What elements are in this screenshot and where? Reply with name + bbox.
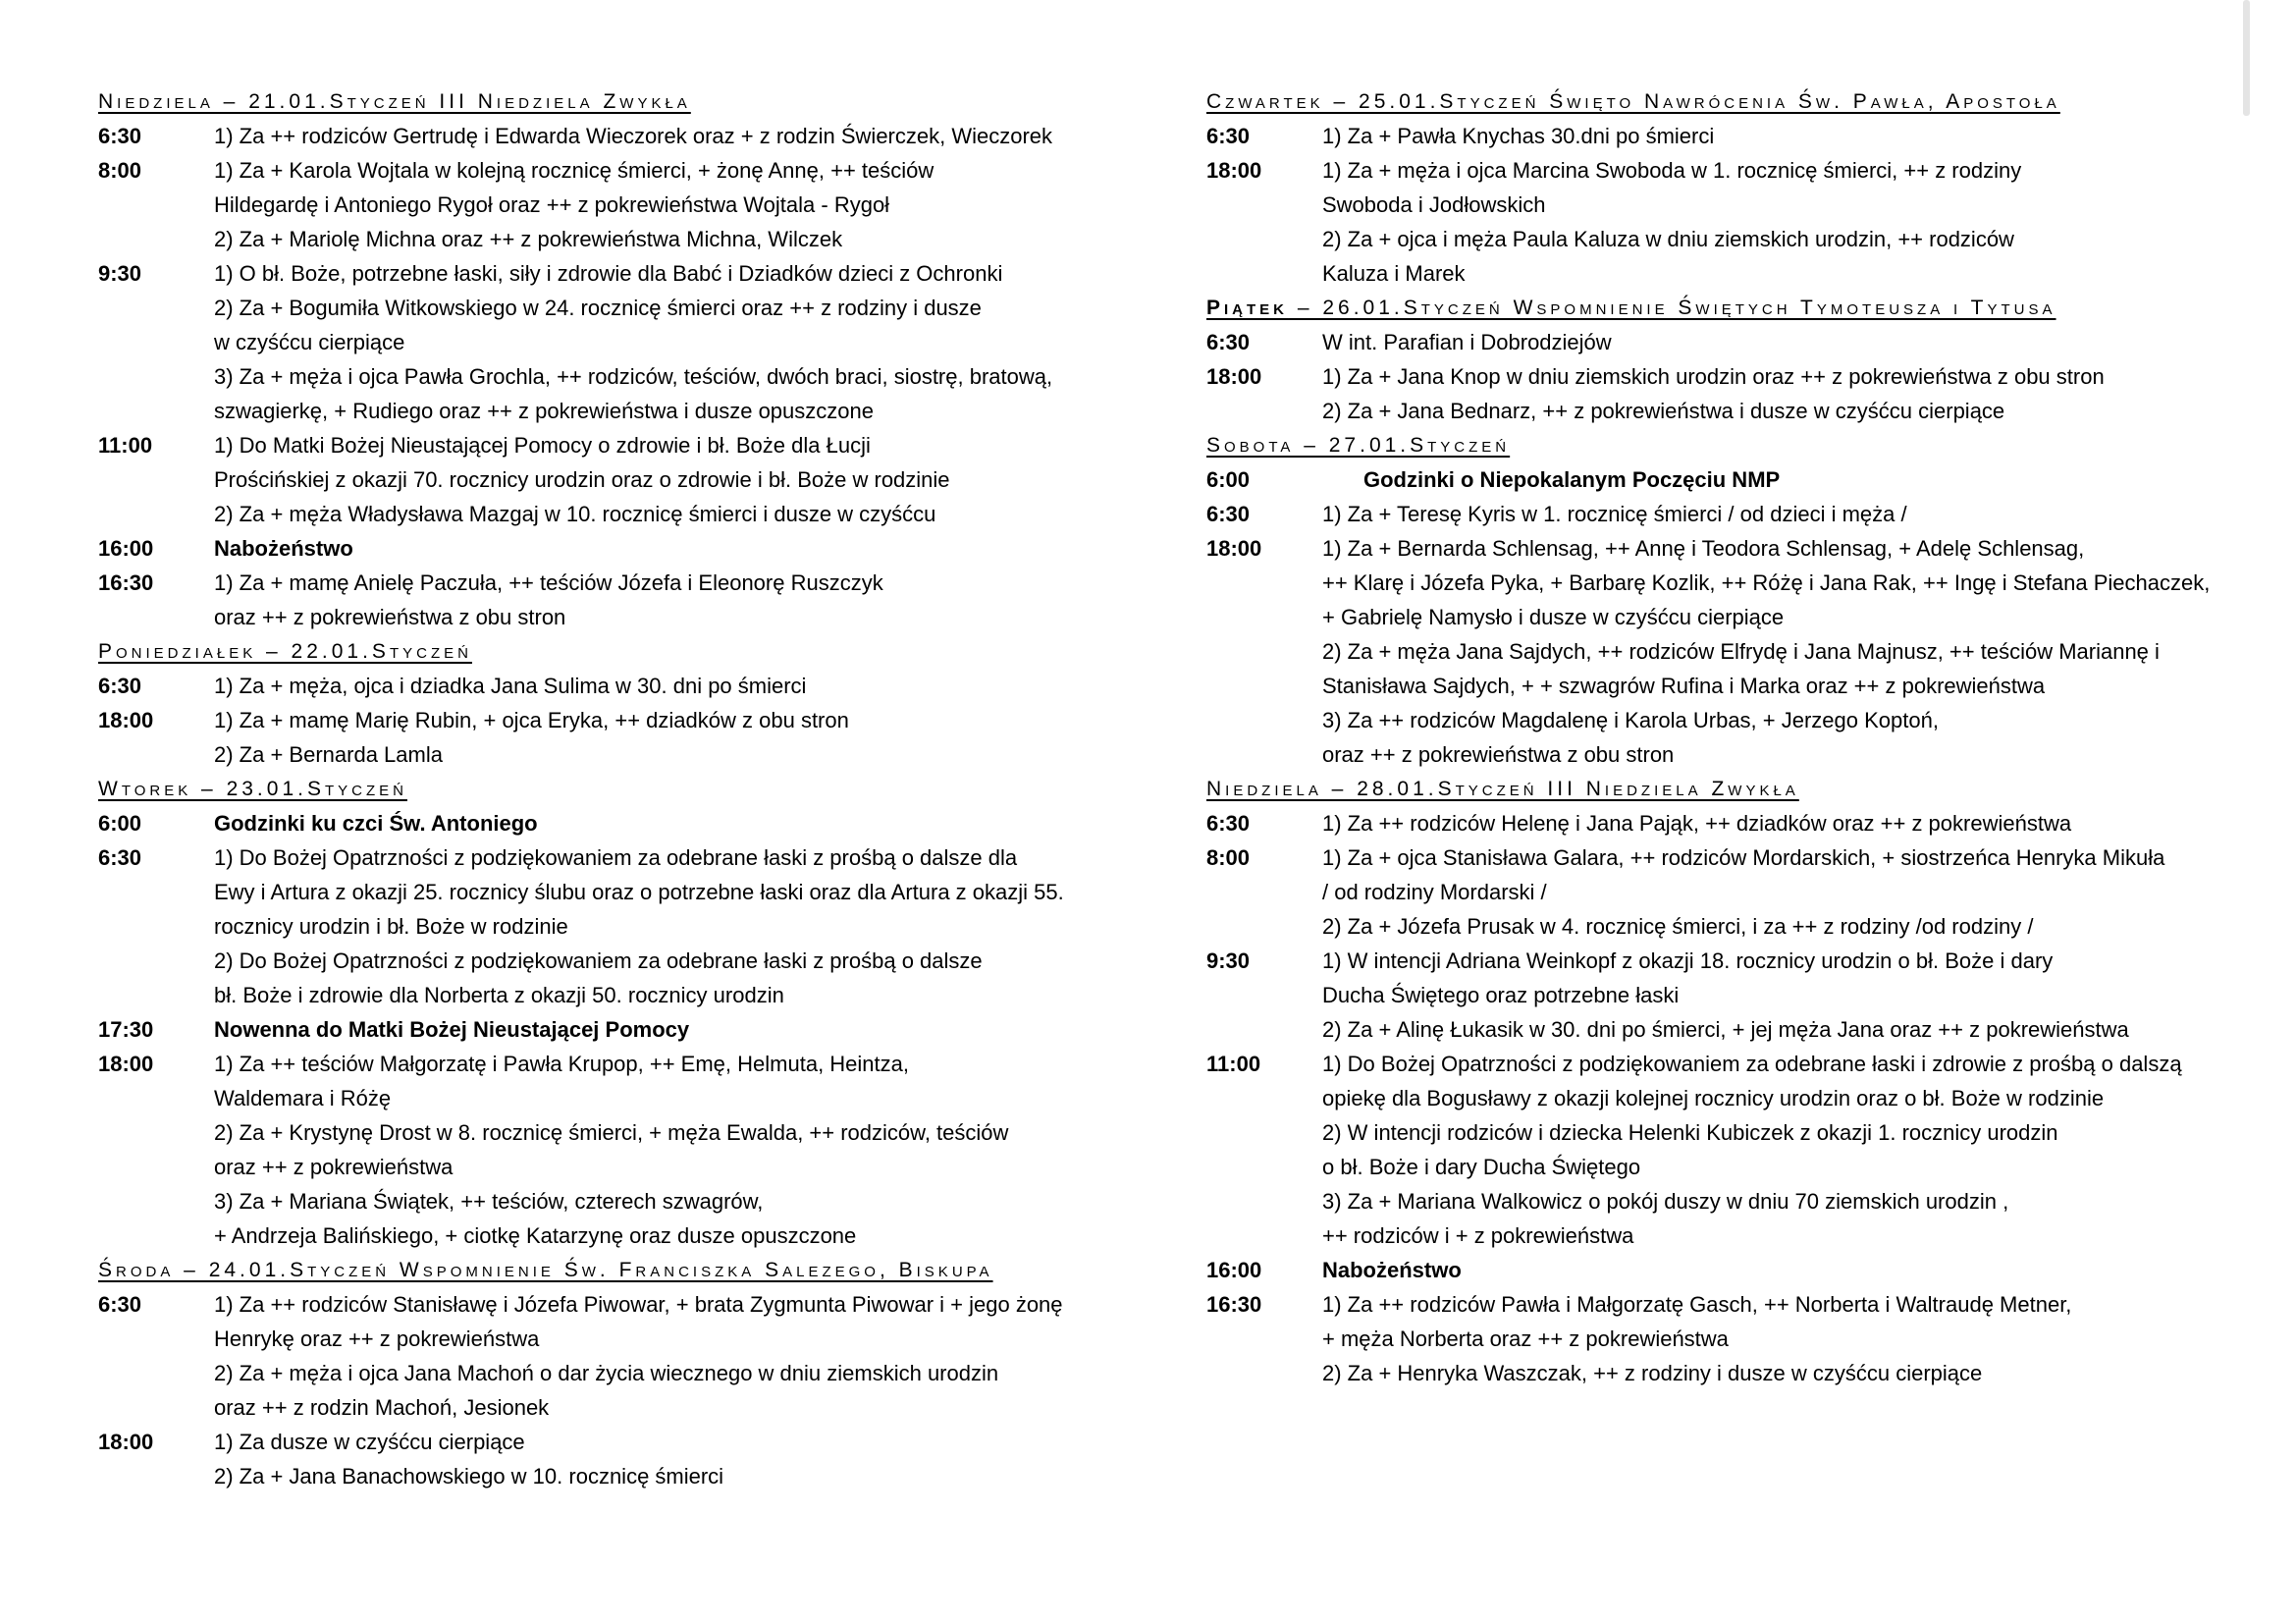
mass-intention-line [1206, 875, 2267, 909]
mass-intention-line [98, 291, 1158, 325]
intention-text: 1) Za + mamę Marię Rubin, + ojca Eryka, ++ dziadków z obu stron [214, 708, 849, 732]
intention-text: 1) W intencji Adriana Weinkopf z okazji 18. rocznicy urodzin o bł. Boże i dary [1322, 948, 2054, 973]
intention-text: 2) Za + Bogumiła Witkowskiego w 24. rocznicę śmierci oraz ++ z rodziny i dusze [214, 296, 982, 320]
intention-text: 2) Za + Alinę Łukasik w 30. dni po śmierci, + jej męża Jana oraz ++ z pokrewieństwa [1322, 1017, 2129, 1042]
mass-intention-line [98, 222, 1158, 256]
mass-intention-line [98, 669, 1158, 703]
mass-intention-line [1206, 600, 2267, 634]
mass-time: 16:00 [98, 536, 154, 561]
mass-time: 16:00 [1206, 1258, 1262, 1282]
intention-text: 1) Za dusze w czyśćcu cierpiące [214, 1430, 525, 1454]
intention-text: Ducha Świętego oraz potrzebne łaski [1322, 983, 1680, 1007]
intention-text: 3) Za + męża i ojca Pawła Grochla, ++ rodziców, teściów, dwóch braci, siostrę, bratową, [214, 364, 1053, 389]
service-name: Godzinki o Niepokalanym Poczęciu NMP [1363, 467, 1781, 492]
mass-time: 6:30 [98, 1292, 142, 1317]
mass-intention-line [98, 806, 1158, 840]
intention-text: Ewy i Artura z okazji 25. rocznicy ślubu oraz o potrzebne łaski oraz dla Artura z okazji 55. [214, 880, 1064, 904]
mass-time [1206, 1081, 1322, 1115]
mass-time: 6:30 [1206, 124, 1251, 148]
mass-intention-line [98, 1459, 1158, 1493]
intention-text: / od rodziny Mordarski / [1322, 880, 1547, 904]
mass-time: 18:00 [1206, 536, 1262, 561]
mass-intention-line [1206, 462, 2267, 497]
mass-intention-line [1206, 325, 2267, 359]
mass-time [1206, 1150, 1322, 1184]
intention-text: 2) Za + Józefa Prusak w 4. rocznicę śmierci, i za ++ z rodziny /od rodziny / [1322, 914, 2034, 939]
intention-text: 3) Za + Mariana Świątek, ++ teściów, czterech szwagrów, [214, 1189, 764, 1214]
day-header: Poniedziałek – 22.01.Styczeń [98, 640, 472, 663]
mass-intention-line [98, 1047, 1158, 1081]
intention-text: ++ rodziców i + z pokrewieństwa [1322, 1223, 1634, 1248]
intention-text: o bł. Boże i dary Ducha Świętego [1322, 1155, 1641, 1179]
intention-text: 1) Za + Karola Wojtala w kolejną rocznicę śmierci, + żonę Annę, ++ teściów [214, 158, 934, 183]
mass-time: 6:30 [1206, 811, 1251, 836]
mass-time [98, 222, 214, 256]
intention-text: 2) Za + ojca i męża Paula Kaluza w dniu ziemskich urodzin, ++ rodziców [1322, 227, 2014, 251]
mass-time [1206, 978, 1322, 1012]
intention-text: 2) Za + Jana Bednarz, ++ z pokrewieństwa i dusze w czyśćcu cierpiące [1322, 399, 2005, 423]
intention-text: W int. Parafian i Dobrodziejów [1322, 330, 1612, 354]
intention-text: 1) Za + Bernarda Schlensag, ++ Annę i Teodora Schlensag, + Adelę Schlensag, [1322, 536, 2085, 561]
day-header: Sobota – 27.01.Styczeń [1206, 434, 1511, 457]
mass-intention-line [1206, 1322, 2267, 1356]
mass-intention-line [1206, 1047, 2267, 1081]
intention-text: 1) Za ++ teściów Małgorzatę i Pawła Krupop, ++ Emę, Helmuta, Heintza, [214, 1052, 909, 1076]
day-header: Czwartek – 25.01.Styczeń Święto Nawrócenia Św. Pawła, Apostoła [1206, 90, 2060, 113]
mass-intention-line [98, 1115, 1158, 1150]
intention-text: 1) Za ++ rodziców Pawła i Małgorzatę Gasch, ++ Norberta i Waltraudę Metner, [1322, 1292, 2072, 1317]
day-header: Wtorek – 23.01.Styczeń [98, 778, 407, 800]
mass-intention-line [98, 531, 1158, 566]
mass-intention-line [1206, 1184, 2267, 1218]
mass-intention-line [1206, 359, 2267, 394]
intention-text: 3) Za ++ rodziców Magdalenę i Karola Urbas, + Jerzego Koptoń, [1322, 708, 1939, 732]
mass-intention-line [1206, 703, 2267, 737]
mass-time [98, 1115, 214, 1150]
mass-intention-line [98, 497, 1158, 531]
service-name: Nabożeństwo [1322, 1258, 1462, 1282]
intention-text: 1) Za + Jana Knop w dniu ziemskich urodzin oraz ++ z pokrewieństwa z obu stron [1322, 364, 2105, 389]
mass-time: 9:30 [1206, 948, 1251, 973]
mass-time [1206, 669, 1322, 703]
mass-intention-line [1206, 737, 2267, 772]
mass-intention-line [1206, 222, 2267, 256]
mass-intention-line [1206, 1356, 2267, 1390]
intention-text: 1) Za + mamę Anielę Paczuła, ++ teściów Józefa i Eleonorę Ruszczyk [214, 570, 883, 595]
mass-intention-line [1206, 634, 2267, 669]
intention-text: 2) Za + męża Jana Sajdych, ++ rodziców Elfrydę i Jana Majnusz, ++ teściów Mariannę i [1322, 639, 2160, 664]
mass-intention-line [98, 840, 1158, 875]
intention-text: rocznicy urodzin i bł. Boże w rodzinie [214, 914, 568, 939]
mass-time: 6:30 [98, 845, 142, 870]
intention-text: + Gabrielę Namysło i dusze w czyśćcu cierpiące [1322, 605, 1785, 629]
mass-time: 17:30 [98, 1017, 154, 1042]
mass-intention-line [1206, 1115, 2267, 1150]
intention-text: szwagierkę, + Rudiego oraz ++ z pokrewieństwa i dusze opuszczone [214, 399, 874, 423]
mass-intention-line [98, 1184, 1158, 1218]
mass-intention-line [98, 1425, 1158, 1459]
mass-intention-line [98, 119, 1158, 153]
intention-text: Kaluza i Marek [1322, 261, 1466, 286]
mass-time [98, 909, 214, 944]
intention-text: 2) Do Bożej Opatrzności z podziękowaniem za odebrane łaski z prośbą o dalsze [214, 948, 983, 973]
mass-time [98, 291, 214, 325]
mass-intention-line [98, 1322, 1158, 1356]
day-header: Środa – 24.01.Styczeń Wspomnienie Św. Franciszka Salezego, Biskupa [98, 1259, 993, 1281]
intention-text: Stanisława Sajdych, + + szwagrów Rufina i Marka oraz ++ z pokrewieństwa [1322, 674, 2046, 698]
intention-text: 3) Za + Mariana Walkowicz o pokój duszy w dniu 70 ziemskich urodzin , [1322, 1189, 2009, 1214]
left-column [98, 84, 1158, 1493]
service-name: Godzinki ku czci Św. Antoniego [214, 811, 538, 836]
mass-time [98, 188, 214, 222]
intention-text: + Andrzeja Balińskiego, + ciotkę Katarzynę oraz dusze opuszczone [214, 1223, 857, 1248]
mass-time [98, 497, 214, 531]
mass-intention-line [98, 1390, 1158, 1425]
mass-time [1206, 1012, 1322, 1047]
mass-time: 6:00 [98, 811, 142, 836]
mass-time [1206, 1115, 1322, 1150]
intention-text: 1) O bł. Boże, potrzebne łaski, siły i zdrowie dla Babć i Dziadków dzieci z Ochronki [214, 261, 1003, 286]
mass-intention-line [98, 462, 1158, 497]
mass-time [1206, 1184, 1322, 1218]
intention-text: oraz ++ z rodzin Machoń, Jesionek [214, 1395, 550, 1420]
mass-intention-line [1206, 840, 2267, 875]
intention-text: ++ Klarę i Józefa Pyka, + Barbarę Kozlik, ++ Różę i Jana Rak, ++ Ingę i Stefana Piechaczek, [1322, 570, 2211, 595]
mass-intention-line [1206, 806, 2267, 840]
intention-text: 2) Za + Mariolę Michna oraz ++ z pokrewieństwa Michna, Wilczek [214, 227, 843, 251]
mass-time [1206, 394, 1322, 428]
mass-time [98, 737, 214, 772]
mass-intention-line [98, 256, 1158, 291]
mass-intention-line [1206, 1253, 2267, 1287]
mass-time: 18:00 [98, 708, 154, 732]
mass-intention-line [1206, 1150, 2267, 1184]
mass-intention-line [98, 325, 1158, 359]
intention-text: 2) Za + Jana Banachowskiego w 10. rocznicę śmierci [214, 1464, 724, 1489]
mass-time [98, 875, 214, 909]
mass-intention-line [98, 737, 1158, 772]
mass-time: 6:30 [1206, 502, 1251, 526]
mass-time [98, 944, 214, 978]
mass-intention-line [98, 153, 1158, 188]
mass-time [98, 1150, 214, 1184]
mass-intention-line [1206, 119, 2267, 153]
mass-intention-line [1206, 188, 2267, 222]
mass-time: 11:00 [1206, 1052, 1261, 1076]
intention-text: Henrykę oraz ++ z pokrewieństwa [214, 1326, 540, 1351]
day-header: Niedziela – 21.01.Styczeń III Niedziela Zwykła [98, 90, 691, 113]
mass-time [98, 1356, 214, 1390]
mass-time [98, 1390, 214, 1425]
mass-time: 8:00 [1206, 845, 1251, 870]
mass-time [1206, 875, 1322, 909]
mass-time [1206, 566, 1322, 600]
mass-intention-line [98, 600, 1158, 634]
mass-intention-line [98, 1218, 1158, 1253]
intention-text: Waldemara i Różę [214, 1086, 392, 1110]
mass-time: 6:00 [1206, 467, 1251, 492]
mass-time [98, 325, 214, 359]
mass-intention-line [1206, 394, 2267, 428]
intention-text: 1) Do Bożej Opatrzności z podziękowaniem za odebrane łaski i zdrowie z prośbą o dalszą [1322, 1052, 2182, 1076]
mass-time: 16:30 [98, 570, 154, 595]
intention-text: w czyśćcu cierpiące [214, 330, 405, 354]
day-header: Niedziela – 28.01.Styczeń III Niedziela Zwykła [1206, 778, 1799, 800]
mass-intention-line [98, 188, 1158, 222]
intention-text: Hildegardę i Antoniego Rygoł oraz ++ z pokrewieństwa Wojtala - Rygoł [214, 192, 890, 217]
mass-time: 18:00 [98, 1052, 154, 1076]
mass-intention-line [98, 1356, 1158, 1390]
mass-time: 8:00 [98, 158, 142, 183]
mass-time: 11:00 [98, 433, 153, 458]
mass-time [98, 394, 214, 428]
intention-text: bł. Boże i zdrowie dla Norberta z okazji 50. rocznicy urodzin [214, 983, 784, 1007]
mass-intention-line [1206, 909, 2267, 944]
mass-time [1206, 1322, 1322, 1356]
mass-intention-line [1206, 1081, 2267, 1115]
mass-intention-line [98, 875, 1158, 909]
mass-time: 18:00 [1206, 364, 1262, 389]
mass-time [1206, 222, 1322, 256]
intention-text: 1) Za + Pawła Knychas 30.dni po śmierci [1322, 124, 1715, 148]
mass-intention-line [98, 1012, 1158, 1047]
mass-intention-line [98, 703, 1158, 737]
service-name: Nowenna do Matki Bożej Nieustającej Pomocy [214, 1017, 690, 1042]
mass-time [98, 1459, 214, 1493]
mass-intention-line [1206, 256, 2267, 291]
mass-intention-line [98, 1287, 1158, 1322]
intention-text: oraz ++ z pokrewieństwa z obu stron [1322, 742, 1675, 767]
mass-time [1206, 737, 1322, 772]
mass-intention-line [98, 1150, 1158, 1184]
intention-text: oraz ++ z pokrewieństwa [214, 1155, 454, 1179]
mass-time [1206, 909, 1322, 944]
intention-text: 1) Za + ojca Stanisława Galara, ++ rodziców Mordarskich, + siostrzeńca Henryka Mikuła [1322, 845, 2165, 870]
mass-time: 16:30 [1206, 1292, 1262, 1317]
mass-time [1206, 634, 1322, 669]
mass-intention-line [98, 566, 1158, 600]
day-header-lead: Piątek [1206, 297, 1289, 319]
mass-time [98, 1184, 214, 1218]
intention-text: 2) W intencji rodziców i dziecka Helenki Kubiczek z okazji 1. rocznicy urodzin [1322, 1120, 2058, 1145]
mass-time [1206, 188, 1322, 222]
mass-time: 6:30 [98, 124, 142, 148]
intention-text: Prościńskiej z okazji 70. rocznicy urodzin oraz o zdrowie i bł. Boże w rodzinie [214, 467, 950, 492]
mass-time [1206, 600, 1322, 634]
mass-time [1206, 1218, 1322, 1253]
intention-text: 1) Do Matki Bożej Nieustającej Pomocy o zdrowie i bł. Boże dla Łucji [214, 433, 871, 458]
mass-intention-line [1206, 566, 2267, 600]
mass-time [98, 978, 214, 1012]
mass-intention-line [98, 428, 1158, 462]
mass-intention-line [98, 978, 1158, 1012]
intention-text: 2) Za + męża Władysława Mazgaj w 10. rocznicę śmierci i dusze w czyśćcu [214, 502, 936, 526]
mass-intention-line [1206, 153, 2267, 188]
intention-text: 2) Za + męża i ojca Jana Machoń o dar życia wiecznego w dniu ziemskich urodzin [214, 1361, 999, 1385]
intention-text: 2) Za + Bernarda Lamla [214, 742, 443, 767]
mass-time [1206, 256, 1322, 291]
mass-intention-line [1206, 1218, 2267, 1253]
mass-intention-line [1206, 978, 2267, 1012]
mass-intention-line [1206, 1012, 2267, 1047]
intention-text: oraz ++ z pokrewieństwa z obu stron [214, 605, 566, 629]
mass-intention-line [1206, 1287, 2267, 1322]
mass-intention-line [1206, 669, 2267, 703]
intention-text: 2) Za + Henryka Waszczak, ++ z rodziny i dusze w czyśćcu cierpiące [1322, 1361, 1983, 1385]
mass-time: 6:30 [98, 674, 142, 698]
mass-intention-line [98, 944, 1158, 978]
mass-time [98, 359, 214, 394]
service-name: Nabożeństwo [214, 536, 353, 561]
intention-text: 1) Za ++ rodziców Helenę i Jana Pająk, ++ dziadków oraz ++ z pokrewieństwa [1322, 811, 2072, 836]
mass-time [98, 600, 214, 634]
day-header [1206, 291, 2267, 325]
mass-intention-line [98, 359, 1158, 394]
intention-text: 1) Do Bożej Opatrzności z podziękowaniem za odebrane łaski z prośbą o dalsze dla [214, 845, 1018, 870]
intention-text: 1) Za + Teresę Kyris w 1. rocznicę śmierci / od dzieci i męża / [1322, 502, 1907, 526]
mass-time [1206, 703, 1322, 737]
intention-text: 1) Za ++ rodziców Stanisławę i Józefa Piwowar, + brata Zygmunta Piwowar i + jego żonę [214, 1292, 1063, 1317]
mass-intention-line [98, 1081, 1158, 1115]
intention-text: 1) Za + męża, ojca i dziadka Jana Sulima w 30. dni po śmierci [214, 674, 807, 698]
mass-time [1206, 1356, 1322, 1390]
vertical-scrollbar[interactable] [2243, 0, 2250, 116]
intention-text: 1) Za + męża i ojca Marcina Swoboda w 1. rocznicę śmierci, ++ z rodziny [1322, 158, 2022, 183]
right-column [1206, 84, 2267, 1390]
mass-time: 18:00 [98, 1430, 154, 1454]
intention-text: + męża Norberta oraz ++ z pokrewieństwa [1322, 1326, 1729, 1351]
mass-time [98, 1081, 214, 1115]
day-header-rest: – 26.01.Styczeń Wspomnienie Świętych Tymoteusza i Tytusa [1288, 297, 2056, 319]
mass-intention-line [1206, 944, 2267, 978]
mass-time [98, 462, 214, 497]
intention-text: Swoboda i Jodłowskich [1322, 192, 1546, 217]
mass-time [98, 1322, 214, 1356]
mass-intention-line [98, 394, 1158, 428]
mass-intention-line [1206, 497, 2267, 531]
intention-text: opiekę dla Bogusławy z okazji kolejnej rocznicy urodzin oraz o bł. Boże w rodzinie [1322, 1086, 2105, 1110]
mass-time: 9:30 [98, 261, 142, 286]
mass-time: 18:00 [1206, 158, 1262, 183]
mass-time: 6:30 [1206, 330, 1251, 354]
mass-intention-line [98, 909, 1158, 944]
mass-time [98, 1218, 214, 1253]
mass-intention-line [1206, 531, 2267, 566]
intention-text: 1) Za ++ rodziców Gertrudę i Edwarda Wieczorek oraz + z rodzin Świerczek, Wieczorek [214, 124, 1053, 148]
intention-text: 2) Za + Krystynę Drost w 8. rocznicę śmierci, + męża Ewalda, ++ rodziców, teściów [214, 1120, 1009, 1145]
